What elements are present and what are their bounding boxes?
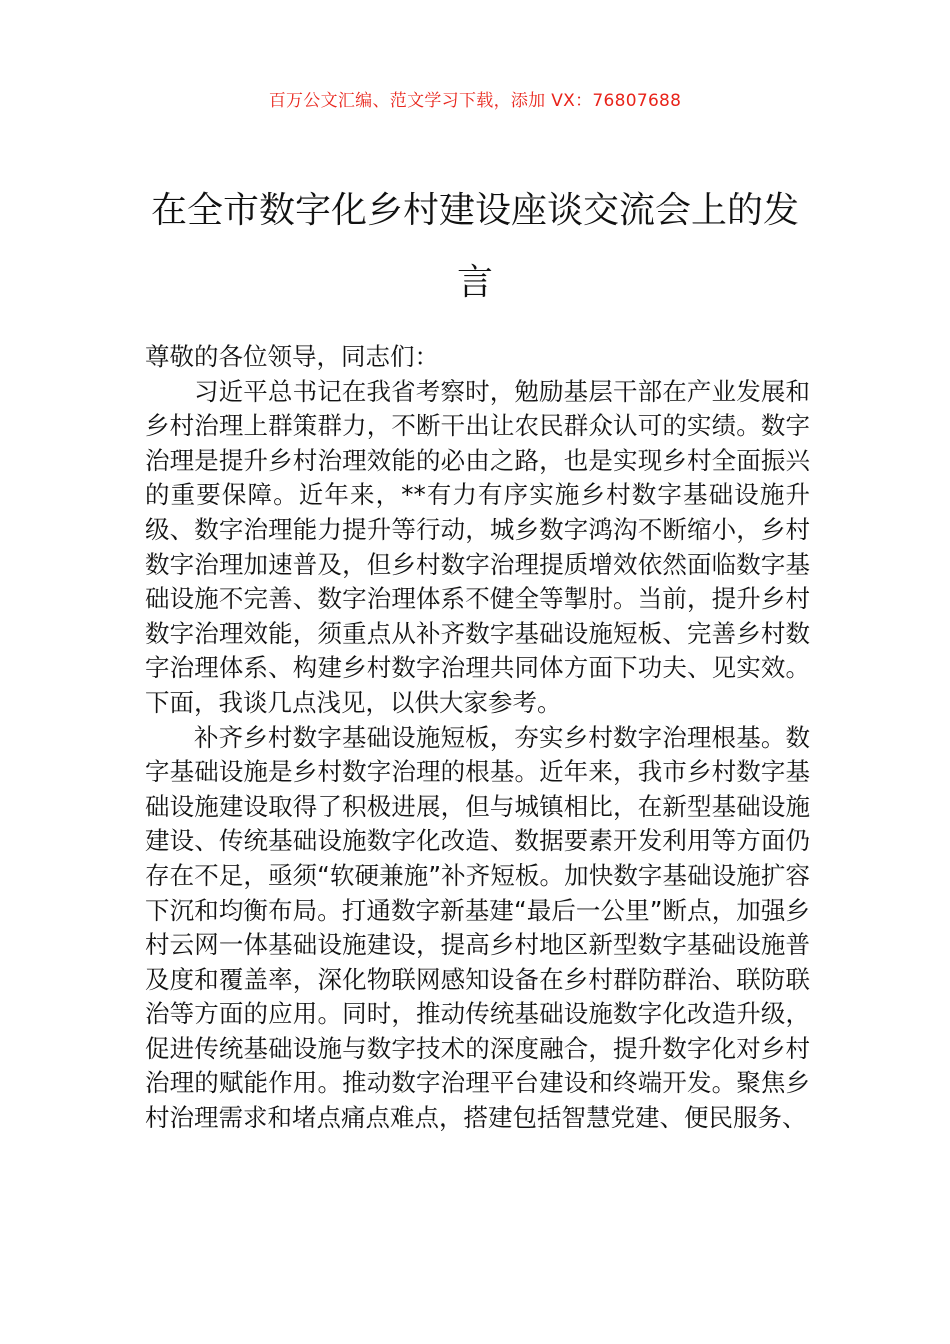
header-watermark-note: 百万公文汇编、范文学习下载，添加 VX：76807688	[268, 91, 682, 111]
document-title: 在全市数字化乡村建设座谈交流会上的发言	[150, 190, 799, 303]
document-body	[145, 340, 810, 1136]
salutation: 尊敬的各位领导，同志们：	[145, 342, 439, 371]
body-paragraph-1: 习近平总书记在我省考察时，勉励基层干部在产业发展和乡村治理上群策群力，不断干出让农民群众认可的实绩。数字治理是提升乡村治理效能的必由之路，也是实现乡村全面振兴的重要保障。近年来，**有力有序实施乡村数字基础设施升级、数字治理能力提升等行动，城乡数字鸿沟不断缩小，乡村数字治理加速普及，但乡村数字治理提质增效依然面临数字基础设施不完善、数字治理体系不健全等掣肘。当前，提升乡村数字治理效能，须重点从补齐数字基础设施短板、完善乡村数字治理体系、构建乡村数字治理共同体方面下功夫、见实效。下面，我谈几点浅见，以供大家参考。	[145, 376, 810, 717]
body-paragraph-2: 补齐乡村数字基础设施短板，夯实乡村数字治理根基。数字基础设施是乡村数字治理的根基。近年来，我市乡村数字基础设施建设取得了积极进展，但与城镇相比，在新型基础设施建设、传统基础设施数字化改造、数据要素开发利用等方面仍存在不足，亟须“软硬兼施”补齐短板。加快数字基础设施扩容下沉和均衡布局。打通数字新基建“最后一公里”断点，加强乡村云网一体基础设施建设，提高乡村地区新型数字基础设施普及度和覆盖率，深化物联网感知设备在乡村群防群治、联防联治等方面的应用。同时，推动传统基础设施数字化改造升级，促进传统基础设施与数字技术的深度融合，提升数字化对乡村治理的赋能作用。推动数字治理平台建设和终端开发。聚焦乡村治理需求和堵点痛点难点，搭建包括智慧党建、便民服务、	[145, 722, 810, 1133]
